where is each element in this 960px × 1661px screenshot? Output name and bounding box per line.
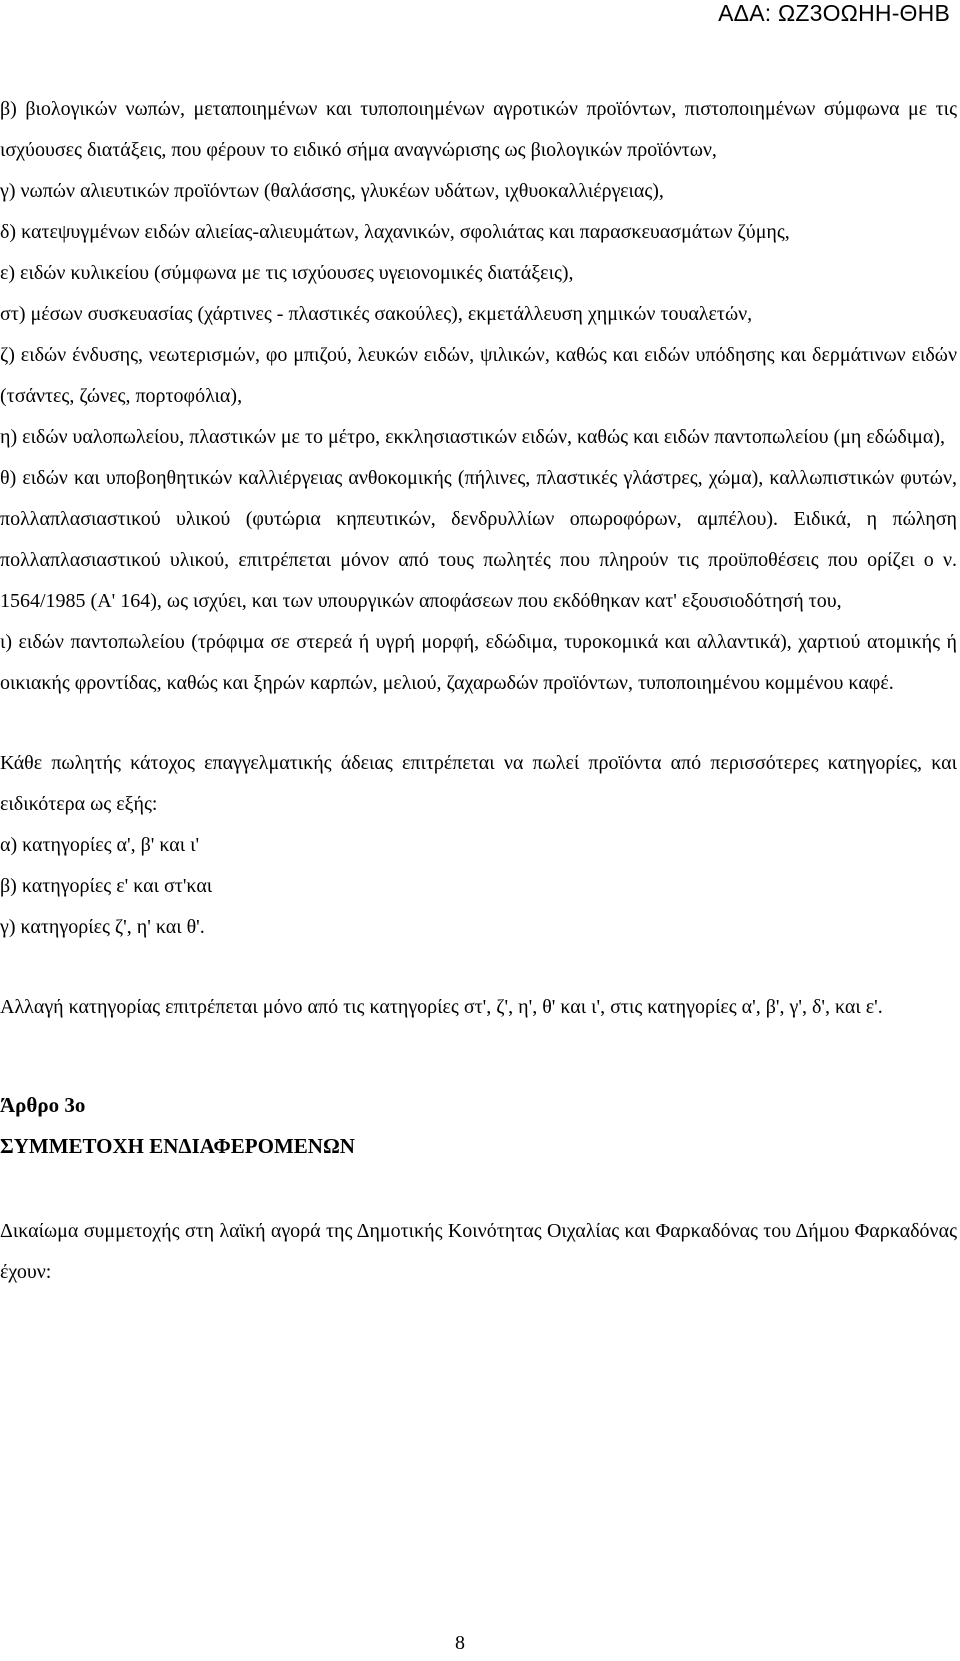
list-item: στ) μέσων συσκευασίας (χάρτινες - πλαστικές σακούλες), εκμετάλλευση χημικών τουαλετών, bbox=[0, 303, 753, 325]
list-item: δ) κατεψυγμένων ειδών αλιείας-αλιευμάτων, λαχανικών, σφολιάτας και παρασκευασμάτων ζύμης, bbox=[0, 221, 790, 243]
spacer bbox=[0, 704, 957, 743]
list-item: ζ) ειδών ένδυσης, νεωτερισμών, φο μπιζού, λευκών ειδών, ψιλικών, καθώς και ειδών υπόδησης και δερμάτινων ειδών (τσάντες, ζώνες, πορτοφόλια), bbox=[0, 344, 957, 407]
page-number: 8 bbox=[455, 1632, 465, 1654]
category-option: γ) κατηγορίες ζ', η' και θ'. bbox=[0, 916, 205, 938]
category-change-rule: Αλλαγή κατηγορίας επιτρέπεται μόνο από τις κατηγορίες στ', ζ', η', θ' και ι', στις κατηγορίες α', β', γ', δ', και ε'. bbox=[0, 996, 883, 1018]
list-item: β) βιολογικών νωπών, μεταποιημένων και τυποποιημένων αγροτικών προϊόντων, πιστοποιημένων σύμφωνα με τις ισχύουσες διατάξεις, που φέρουν το ειδικό σήμα αναγνώρισης ως βιολογικών προϊόντων, bbox=[0, 98, 957, 161]
ada-code: ΑΔΑ: ΩΖ3ΟΩΗΗ-ΘΗΒ bbox=[718, 0, 950, 26]
list-item: η) ειδών υαλοπωλείου, πλαστικών με το μέτρο, εκκλησιαστικών ειδών, καθώς και ειδών παντοπωλείου (μη εδώδιμα), bbox=[0, 426, 946, 448]
list-item: ε) ειδών κυλικείου (σύμφωνα με τις ισχύουσες υγειονομικές διατάξεις), bbox=[0, 262, 574, 284]
list-item: θ) ειδών και υποβοηθητικών καλλιέργειας ανθοκομικής (πήλινες, πλαστικές γλάστρες, χώμα), καλλωπιστικών φυτών, πολλαπλασιαστικού υλικού (φυτώρια κηπευτικών, δενδρυλλίων οπωροφόρων, αμπέλου). Ειδικά, η πώληση πολλαπλασιαστικού υλικού, επιτρέπεται μόνον από τους πωλητές που πληρούν τις προϋποθέσεις που ορίζει ο ν. 1564/1985 (Α' 164), ως ισχύει, και των υπουργικών αποφάσεων που εκδόθηκαν κατ' εξουσιοδότησή του, bbox=[0, 467, 957, 612]
participation-right: Δικαίωμα συμμετοχής στη λαϊκή αγορά της Δημοτικής Κοινότητας Οιχαλίας και Φαρκαδόνας του Δήμου Φαρκαδόνας έχουν: bbox=[0, 1220, 957, 1283]
spacer bbox=[0, 1028, 957, 1085]
category-option: α) κατηγορίες α', β' και ι' bbox=[0, 834, 200, 856]
spacer bbox=[0, 948, 957, 987]
list-item: γ) νωπών αλιευτικών προϊόντων (θαλάσσης, γλυκέων υδάτων, ιχθυοκαλλιέργειας), bbox=[0, 180, 664, 202]
multi-category-intro: Κάθε πωλητής κάτοχος επαγγελματικής άδειας επιτρέπεται να πωλεί προϊόντα από περισσότερες κατηγορίες, και ειδικότερα ως εξής: bbox=[0, 752, 957, 815]
document-body bbox=[0, 89, 957, 1293]
category-option: β) κατηγορίες ε' και στ'και bbox=[0, 875, 213, 897]
article-number: Άρθρο 3ο bbox=[0, 1093, 86, 1117]
list-item: ι) ειδών παντοπωλείου (τρόφιμα σε στερεά ή υγρή μορφή, εδώδιμα, τυροκομικά και αλλαντικά), χαρτιού ατομικής ή οικιακής φροντίδας, καθώς και ξηρών καρπών, μελιού, ζαχαρωδών προϊόντων, τυποποιημένου κομμένου καφέ. bbox=[0, 631, 957, 694]
spacer bbox=[0, 1167, 957, 1211]
article-title: ΣΥΜΜΕΤΟΧΗ ΕΝΔΙΑΦΕΡΟΜΕΝΩΝ bbox=[0, 1134, 355, 1158]
